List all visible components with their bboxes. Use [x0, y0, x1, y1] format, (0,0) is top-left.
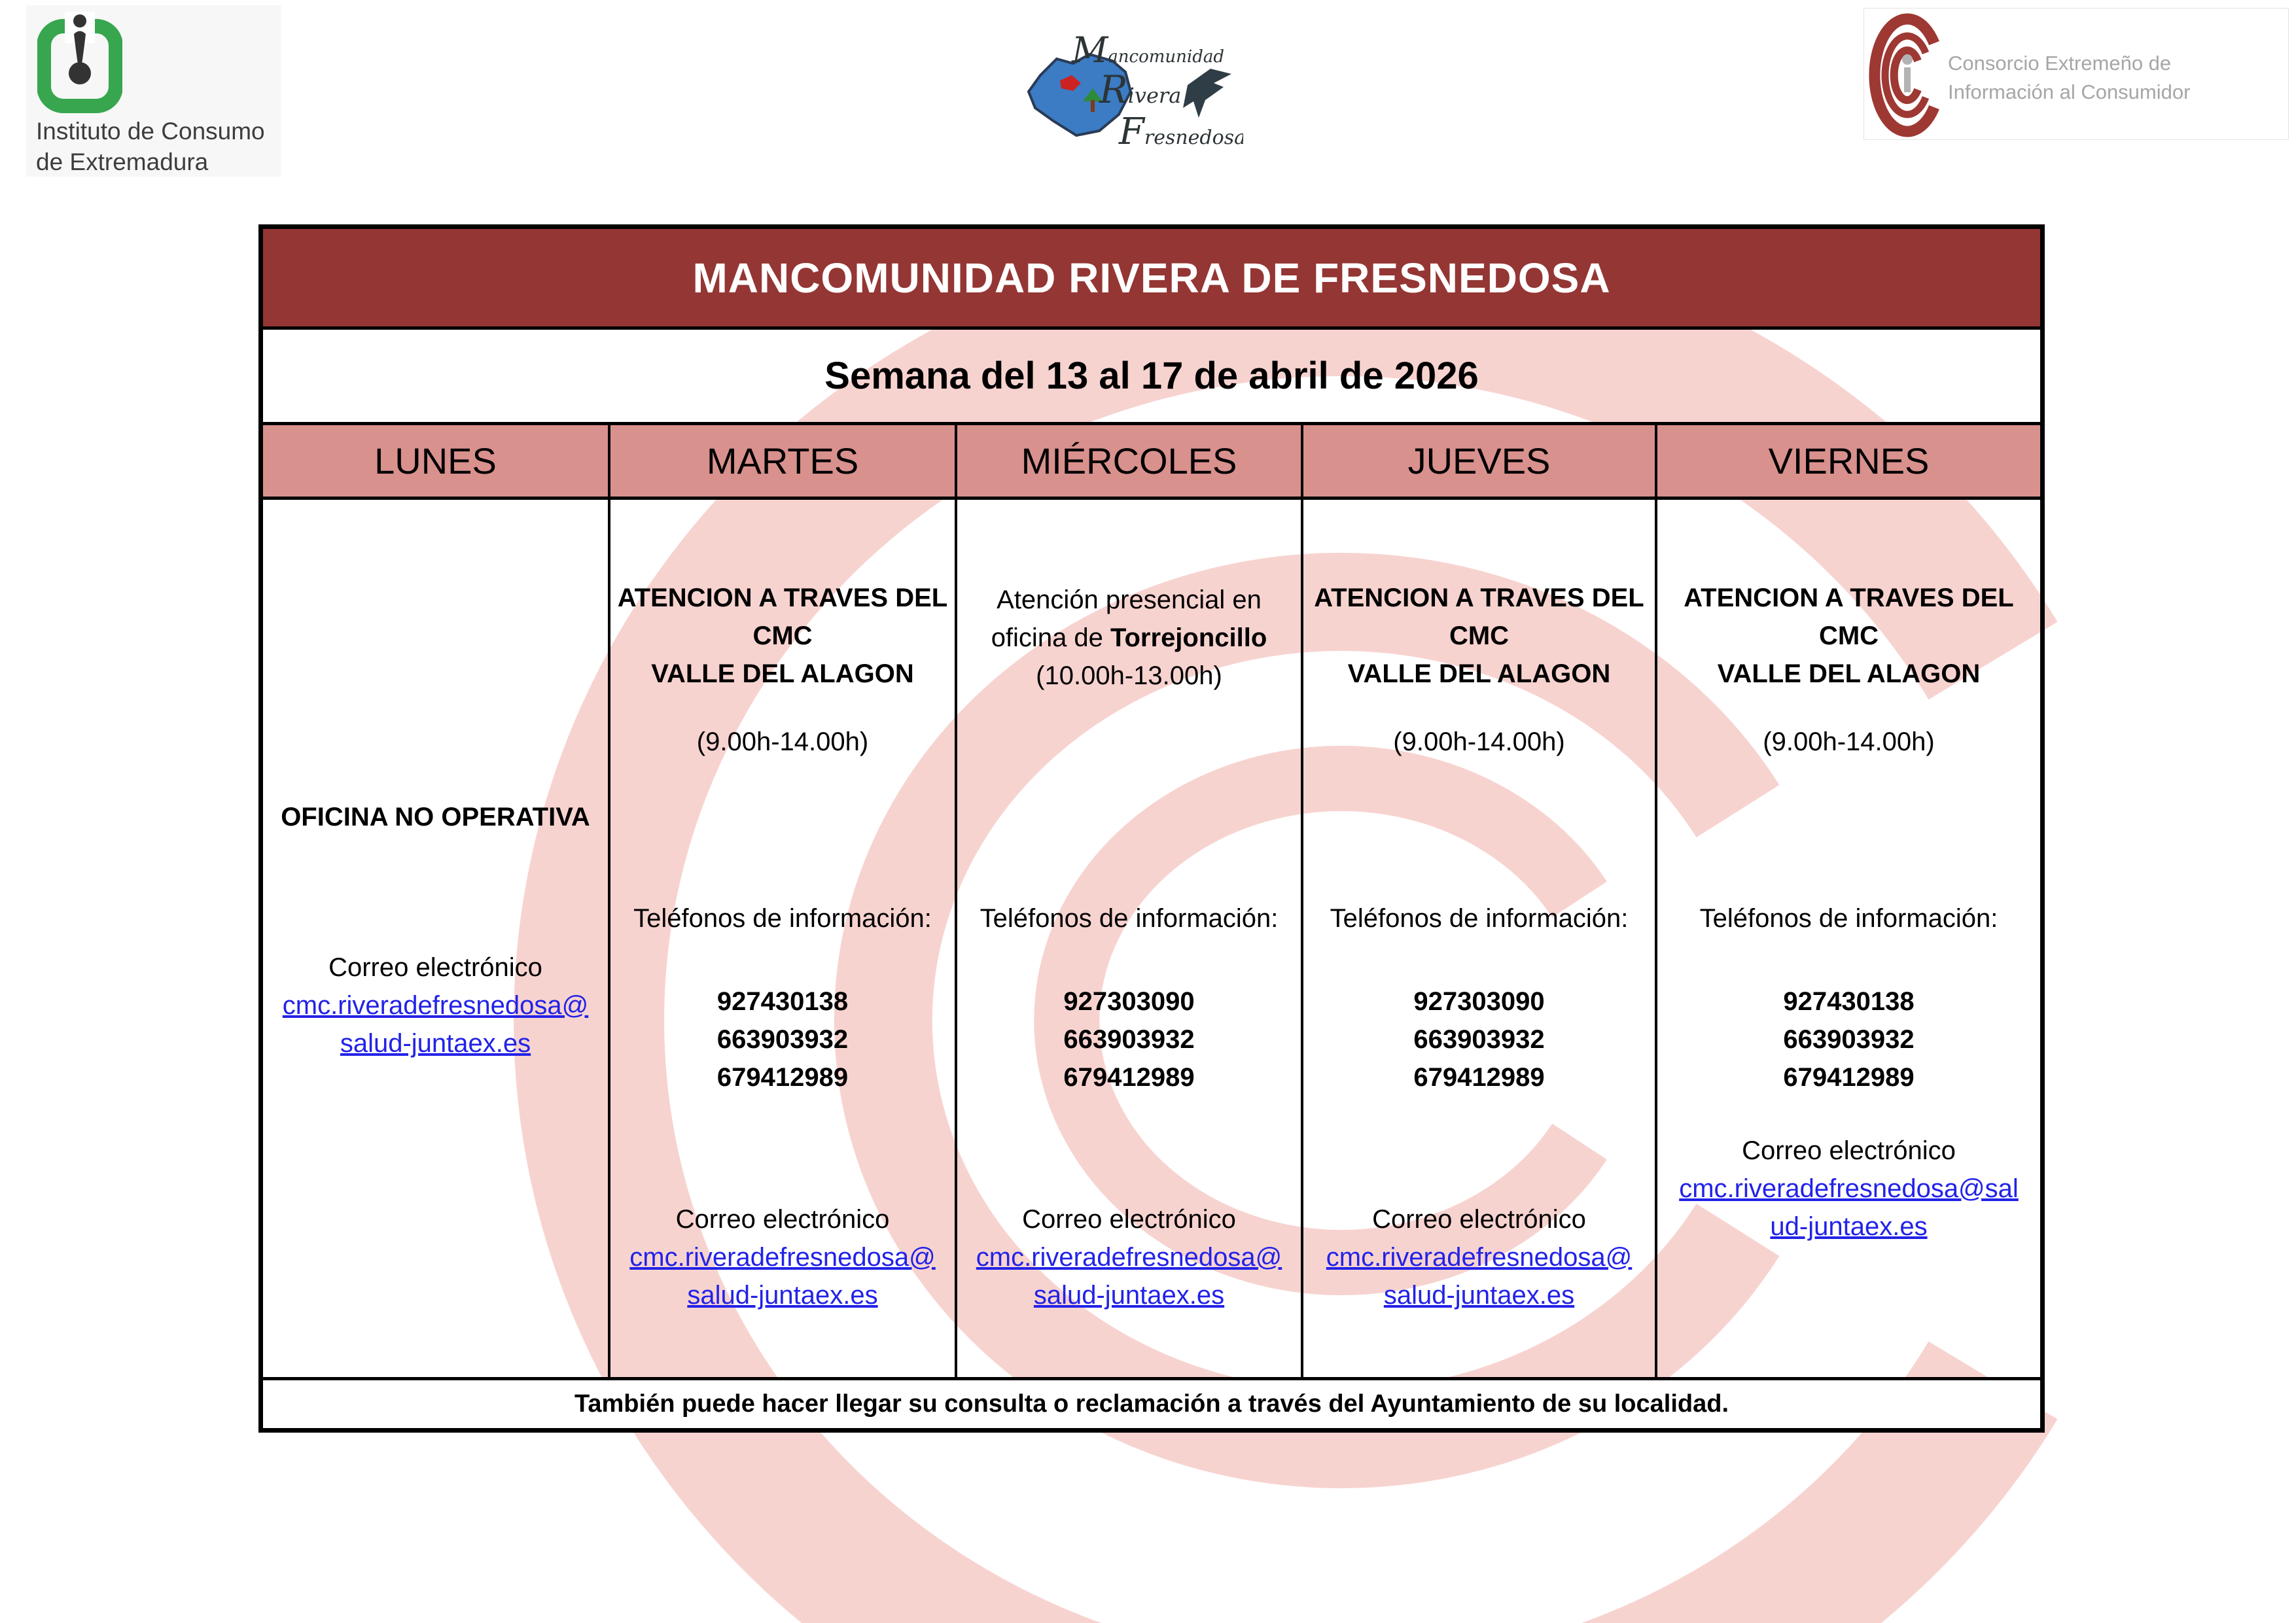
viernes-phone-3: 679412989 — [1783, 1063, 1915, 1092]
miercoles-email-link-line1[interactable]: cmc.riveradefresnedosa@ — [976, 1243, 1282, 1272]
jueves-phone-2: 663903932 — [1413, 1025, 1545, 1054]
martes-phones — [614, 983, 951, 1096]
miercoles-phone-2: 663903932 — [1063, 1025, 1195, 1054]
miercoles-heading-line1: Atención presencial en — [997, 585, 1262, 614]
jueves-hours: (9.00h-14.00h) — [1393, 727, 1565, 756]
consorcio-logo — [1863, 8, 2289, 140]
instituto-logo-text-line1: Instituto de Consumo — [36, 118, 265, 145]
jueves-email-link-line2[interactable]: salud-juntaex.es — [1383, 1281, 1575, 1310]
consorcio-text-line2: Información al Consumidor — [1948, 80, 2191, 103]
viernes-phones — [1661, 983, 2036, 1096]
logo-word-fresnedosa: Fresnedosa — [1119, 111, 1243, 153]
stork-bird-icon — [1183, 69, 1231, 118]
martes-heading-line2: CMC — [752, 621, 813, 650]
jueves-phone-3: 679412989 — [1413, 1063, 1545, 1092]
day-header-row — [263, 425, 2040, 500]
miercoles-office-prefix: oficina de — [991, 623, 1111, 652]
instituto-logo-text-line2: de Extremadura — [36, 148, 209, 175]
schedule-body-row — [263, 500, 2040, 1380]
mancomunidad-logo-graphic — [1021, 23, 1243, 160]
table-title: MANCOMUNIDAD RIVERA DE FRESNEDOSA — [692, 254, 1611, 302]
lunes-email-link-line2[interactable]: salud-juntaex.es — [340, 1029, 531, 1058]
viernes-phone-2: 663903932 — [1783, 1025, 1915, 1054]
jueves-phones — [1307, 983, 1651, 1096]
viernes-phone-1: 927430138 — [1783, 987, 1915, 1016]
instituto-consumo-icon — [37, 12, 122, 113]
jueves-heading-line1: ATENCION A TRAVES DEL — [1314, 584, 1644, 612]
viernes-heading-line2: CMC — [1818, 621, 1879, 650]
consorcio-text-line1: Consorcio Extremeño de — [1948, 52, 2172, 75]
day-header-miercoles: MIÉRCOLES — [957, 425, 1303, 497]
day-header-jueves: JUEVES — [1303, 425, 1657, 497]
viernes-email-block — [1661, 1132, 2036, 1246]
jueves-email-label: Correo electrónico — [1372, 1205, 1586, 1234]
viernes-heading — [1661, 579, 2036, 693]
tree-trunk — [1091, 100, 1095, 112]
martes-email-label: Correo electrónico — [675, 1205, 890, 1234]
miercoles-email-block — [961, 1200, 1297, 1314]
miercoles-phones — [961, 983, 1297, 1096]
jueves-email-block — [1307, 1200, 1651, 1314]
footer-note: También puede hacer llegar su consulta o reclamación a través del Ayuntamiento de su localidad. — [574, 1390, 1729, 1418]
day-header-viernes: VIERNES — [1768, 440, 1930, 481]
instituto-consumo-logo — [26, 5, 281, 177]
miercoles-phone-1: 927303090 — [1063, 987, 1195, 1016]
miercoles-office-town: Torrejoncillo — [1110, 623, 1267, 652]
cell-viernes — [1657, 500, 2040, 1377]
miercoles-phones-label: Teléfonos de información: — [980, 904, 1279, 933]
martes-email-link-line1[interactable]: cmc.riveradefresnedosa@ — [629, 1243, 936, 1272]
martes-email-block — [614, 1200, 951, 1314]
martes-heading — [614, 579, 951, 693]
day-header-martes: MARTES — [610, 425, 957, 497]
viernes-email-link-line2[interactable]: ud-juntaex.es — [1770, 1212, 1928, 1241]
miercoles-phone-3: 679412989 — [1063, 1063, 1195, 1092]
jueves-heading-line3: VALLE DEL ALAGON — [1347, 659, 1611, 688]
lunes-status: OFICINA NO OPERATIVA — [281, 803, 590, 831]
martes-hours: (9.00h-14.00h) — [696, 727, 869, 756]
logo-word-rivera: Rivera — [1099, 67, 1182, 112]
consorcio-rings-icon — [1867, 10, 1948, 138]
lunes-email-label: Correo electrónico — [328, 953, 542, 982]
jueves-phone-1: 927303090 — [1413, 987, 1545, 1016]
cell-lunes — [263, 500, 610, 1377]
week-subtitle: Semana del 13 al 17 de abril de 2026 — [824, 355, 1479, 397]
miercoles-heading-line2 — [961, 619, 1297, 657]
miercoles-email-label: Correo electrónico — [1022, 1205, 1236, 1234]
martes-phone-1: 927430138 — [716, 987, 849, 1016]
viernes-email-link-line1[interactable]: cmc.riveradefresnedosa@sal — [1679, 1174, 2019, 1203]
logo-word-mancomunidad: Mancomunidad — [1072, 29, 1225, 71]
miercoles-hours: (10.00h-13.00h) — [1036, 661, 1222, 690]
lunes-email-block — [267, 949, 604, 1062]
mancomunidad-logo — [1021, 23, 1243, 160]
cell-miercoles — [957, 500, 1303, 1377]
table-subtitle-row — [263, 330, 2040, 425]
miercoles-email-link-line2[interactable]: salud-juntaex.es — [1033, 1281, 1225, 1310]
martes-phone-2: 663903932 — [716, 1025, 849, 1054]
martes-heading-line1: ATENCION A TRAVES DEL — [617, 584, 948, 612]
cell-martes — [610, 500, 957, 1377]
jueves-email-link-line1[interactable]: cmc.riveradefresnedosa@ — [1326, 1243, 1633, 1272]
lunes-email-link-line1[interactable]: cmc.riveradefresnedosa@ — [282, 991, 589, 1020]
schedule-table — [258, 224, 2045, 1433]
viernes-heading-line3: VALLE DEL ALAGON — [1717, 659, 1981, 688]
martes-email-link-line2[interactable]: salud-juntaex.es — [687, 1281, 878, 1310]
day-header-lunes: LUNES — [263, 425, 610, 497]
martes-heading-line3: VALLE DEL ALAGON — [651, 659, 914, 688]
viernes-heading-line1: ATENCION A TRAVES DEL — [1684, 584, 2014, 612]
jueves-phones-label: Teléfonos de información: — [1330, 904, 1629, 933]
miercoles-heading — [961, 581, 1297, 695]
table-title-bar — [263, 229, 2040, 330]
viernes-hours: (9.00h-14.00h) — [1763, 727, 1935, 756]
jueves-heading-line2: CMC — [1449, 621, 1510, 650]
jueves-heading — [1307, 579, 1651, 693]
viernes-email-label: Correo electrónico — [1742, 1136, 1956, 1165]
martes-phone-3: 679412989 — [716, 1063, 849, 1092]
martes-phones-label: Teléfonos de información: — [633, 904, 932, 933]
table-footer-row — [263, 1380, 2040, 1428]
cell-jueves — [1303, 500, 1657, 1377]
viernes-phones-label: Teléfonos de información: — [1699, 904, 1998, 933]
